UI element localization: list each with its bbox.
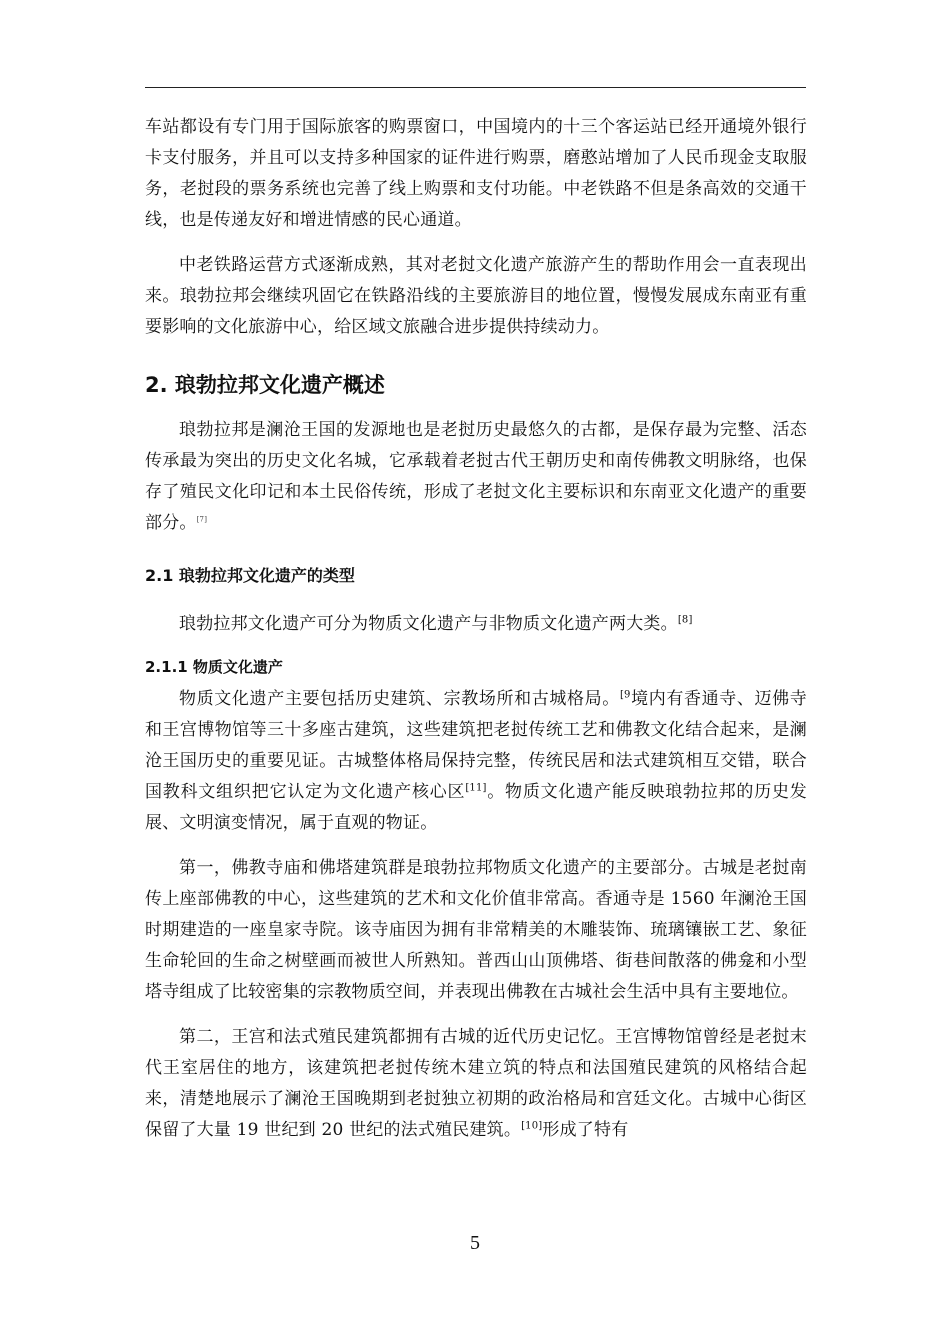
paragraph bbox=[145, 684, 807, 839]
paragraph-text: 物质文化遗产主要包括历史建筑、宗教场所和古城格局。 bbox=[179, 689, 620, 709]
paragraph-text: 境内有香通寺、迈佛寺和王宫博物馆等三十多座古建筑，这些建筑把老挝传统工艺和佛教文化结合起来，是澜沧王国历史的重要见证。古城整体格局保持完整，传统民居和法式建筑相互交错，联合国教科文组织把它认定为文化遗产核心区 bbox=[145, 689, 808, 802]
paragraph bbox=[145, 1022, 807, 1146]
citation-ref: [7] bbox=[196, 515, 208, 524]
paragraph: 第一，佛教寺庙和佛塔建筑群是琅勃拉邦物质文化遗产的主要部分。古城是老挝南传上座部佛教的中心，这些建筑的艺术和文化价值非常高。香通寺是 1560 年澜沧王国时期建造的一座皇家寺院。该寺庙因为拥有非常精美的木雕装饰、琉璃镶嵌工艺、象征生命轮回的生命之树壁画而被世人所熟知。普西山山顶佛塔、街巷间散落的佛龛和小型塔寺组成了比较密集的宗教物质空间，并表现出佛教在古城社会生活中具有主要地位。 bbox=[145, 858, 807, 1002]
subsubsection-heading: 2.1.1 物质文化遗产 bbox=[145, 658, 283, 676]
subsection-heading: 2.1 琅勃拉邦文化遗产的类型 bbox=[145, 566, 355, 585]
page-number: 5 bbox=[470, 1232, 480, 1254]
citation-ref: [10] bbox=[521, 1120, 543, 1132]
citation-ref: [11] bbox=[465, 782, 487, 794]
paragraph: 车站都设有专门用于国际旅客的购票窗口，中国境内的十三个客运站已经开通境外银行卡支付服务，并且可以支持多种国家的证件进行购票，磨憨站增加了人民币现金支取服务，老挝段的票务系统也完善了线上购票和支付功能。中老铁路不但是条高效的交通干线，也是传递友好和增进情感的民心通道。 bbox=[145, 117, 807, 230]
citation-ref: [8] bbox=[677, 614, 693, 626]
page-body bbox=[145, 112, 807, 1146]
paragraph-text: 琅勃拉邦是澜沧王国的发源地也是老挝历史最悠久的古都，是保存最为完整、活态传承最为突出的历史文化名城，它承载着老挝古代王朝历史和南传佛教文明脉络，也保存了殖民文化印记和本土民俗传统，形成了老挝文化主要标识和东南亚文化遗产的重要部分。 bbox=[145, 420, 807, 533]
paragraph: 中老铁路运营方式逐渐成熟，其对老挝文化遗产旅游产生的帮助作用会一直表现出来。琅勃拉邦会继续巩固它在铁路沿线的主要旅游目的地位置，慢慢发展成东南亚有重要影响的文化旅游中心，给区域文旅融合进步提供持续动力。 bbox=[145, 255, 807, 337]
paragraph-text: 第二，王宫和法式殖民建筑都拥有古城的近代历史记忆。王宫博物馆曾经是老挝末代王室居住的地方，该建筑把老挝传统木建立筑的特点和法国殖民建筑的风格结合起来，清楚地展示了澜沧王国晚期到老挝独立初期的政治格局和宫廷文化。古城中心街区保留了大量 19 世纪到 20 世纪的法式殖民建筑。 bbox=[145, 1027, 807, 1140]
paragraph-text: 琅勃拉邦文化遗产可分为物质文化遗产与非物质文化遗产两大类。 bbox=[179, 614, 678, 634]
paragraph-text: 形成了特有 bbox=[542, 1120, 629, 1140]
paragraph bbox=[145, 415, 807, 539]
paragraph bbox=[145, 609, 807, 640]
citation-ref: [9 bbox=[619, 689, 631, 701]
paragraph-text: 。物质文化遗产能反映琅勃拉邦的历史发展、文明演变情况，属于直观的物证。 bbox=[145, 782, 807, 833]
header-rule bbox=[145, 87, 806, 88]
section-heading: 2. 琅勃拉邦文化遗产概述 bbox=[145, 373, 385, 397]
